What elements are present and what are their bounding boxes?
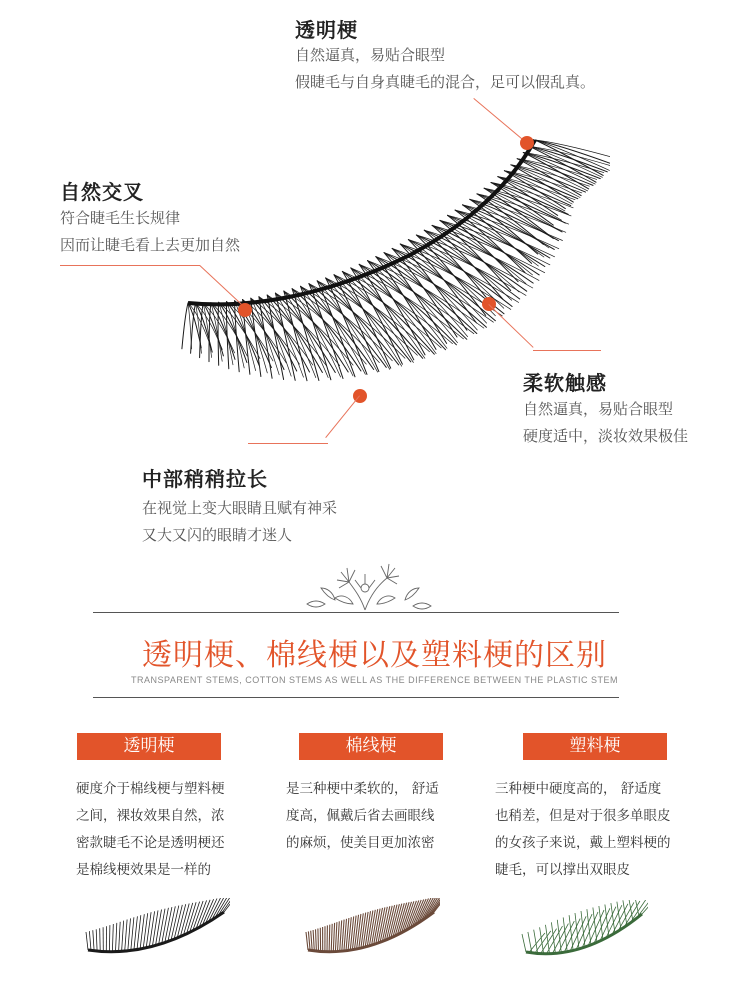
feature-title-transparent: 透明梗 [295,18,358,42]
desc-line: 度高，佩戴后省去画眼线 [286,808,435,824]
flower-ornament [295,560,435,615]
leader-line-cross [60,265,200,266]
feature-title-cross: 自然交叉 [60,180,144,204]
desc-line: 的女孩子来说，戴上塑料梗的 [495,835,671,851]
lash-sample-plastic [518,900,648,960]
lash-band [188,140,535,304]
desc-line: 是三种梗中柔软的， 舒适 [286,781,439,797]
desc-line: 硬度介于棉线梗与塑料梗 [76,781,225,797]
desc-line: 三种梗中硬度高的， 舒适度 [495,781,662,797]
feature-desc-cross-1: 符合睫毛生长规律 [60,209,181,227]
section-divider-bottom [93,697,619,698]
feature-desc-cross-2: 因而让睫毛看上去更加自然 [60,236,241,254]
tag-transparent-stem: 透明梗 [77,733,221,760]
desc-line: 密款睫毛不论是透明梗还 [76,835,225,851]
desc-plastic-stem [495,776,671,884]
feature-desc-middle-2: 又大又闪的眼睛才迷人 [142,526,293,544]
feature-title-middle: 中部稍稍拉长 [142,467,268,491]
tag-cotton-stem: 棉线梗 [299,733,443,760]
lash-sample-transparent [80,898,230,963]
desc-transparent-stem [76,776,225,884]
desc-cotton-stem [286,776,439,857]
lash-sample-cotton [300,898,440,963]
desc-line: 之间，裸妆效果自然，浓 [76,808,225,824]
section-divider-top [93,612,619,613]
feature-desc-soft-1: 自然逼真，易贴合眼型 [523,400,674,418]
desc-line: 也稍差，但是对于很多单眼皮 [495,808,671,824]
section-title: 透明梗、棉线梗以及塑料梗的区别 [142,638,607,673]
desc-line: 睫毛，可以撑出双眼皮 [495,862,630,878]
leader-line-soft [533,350,601,351]
desc-line: 的麻烦，使美目更加浓密 [286,835,435,851]
section-subtitle: TRANSPARENT STEMS, COTTON STEMS AS WELL AS THE DIFFERENCE BETWEEN THE PLASTIC STEM [131,675,618,685]
feature-title-soft: 柔软触感 [523,371,607,395]
leader-line-middle [248,443,328,444]
feature-desc-transparent-1: 自然逼真，易贴合眼型 [295,46,446,64]
desc-line: 是棉线梗效果是一样的 [76,862,211,878]
feature-desc-transparent-2: 假睫毛与自身真睫毛的混合，足可以假乱真。 [295,73,596,91]
feature-desc-middle-1: 在视觉上变大眼睛且赋有神采 [142,499,338,517]
marker-dot-cross [238,303,252,317]
feature-desc-soft-2: 硬度适中，淡妆效果极佳 [523,427,689,445]
tag-plastic-stem: 塑料梗 [523,733,667,760]
marker-dot-transparent [520,136,534,150]
